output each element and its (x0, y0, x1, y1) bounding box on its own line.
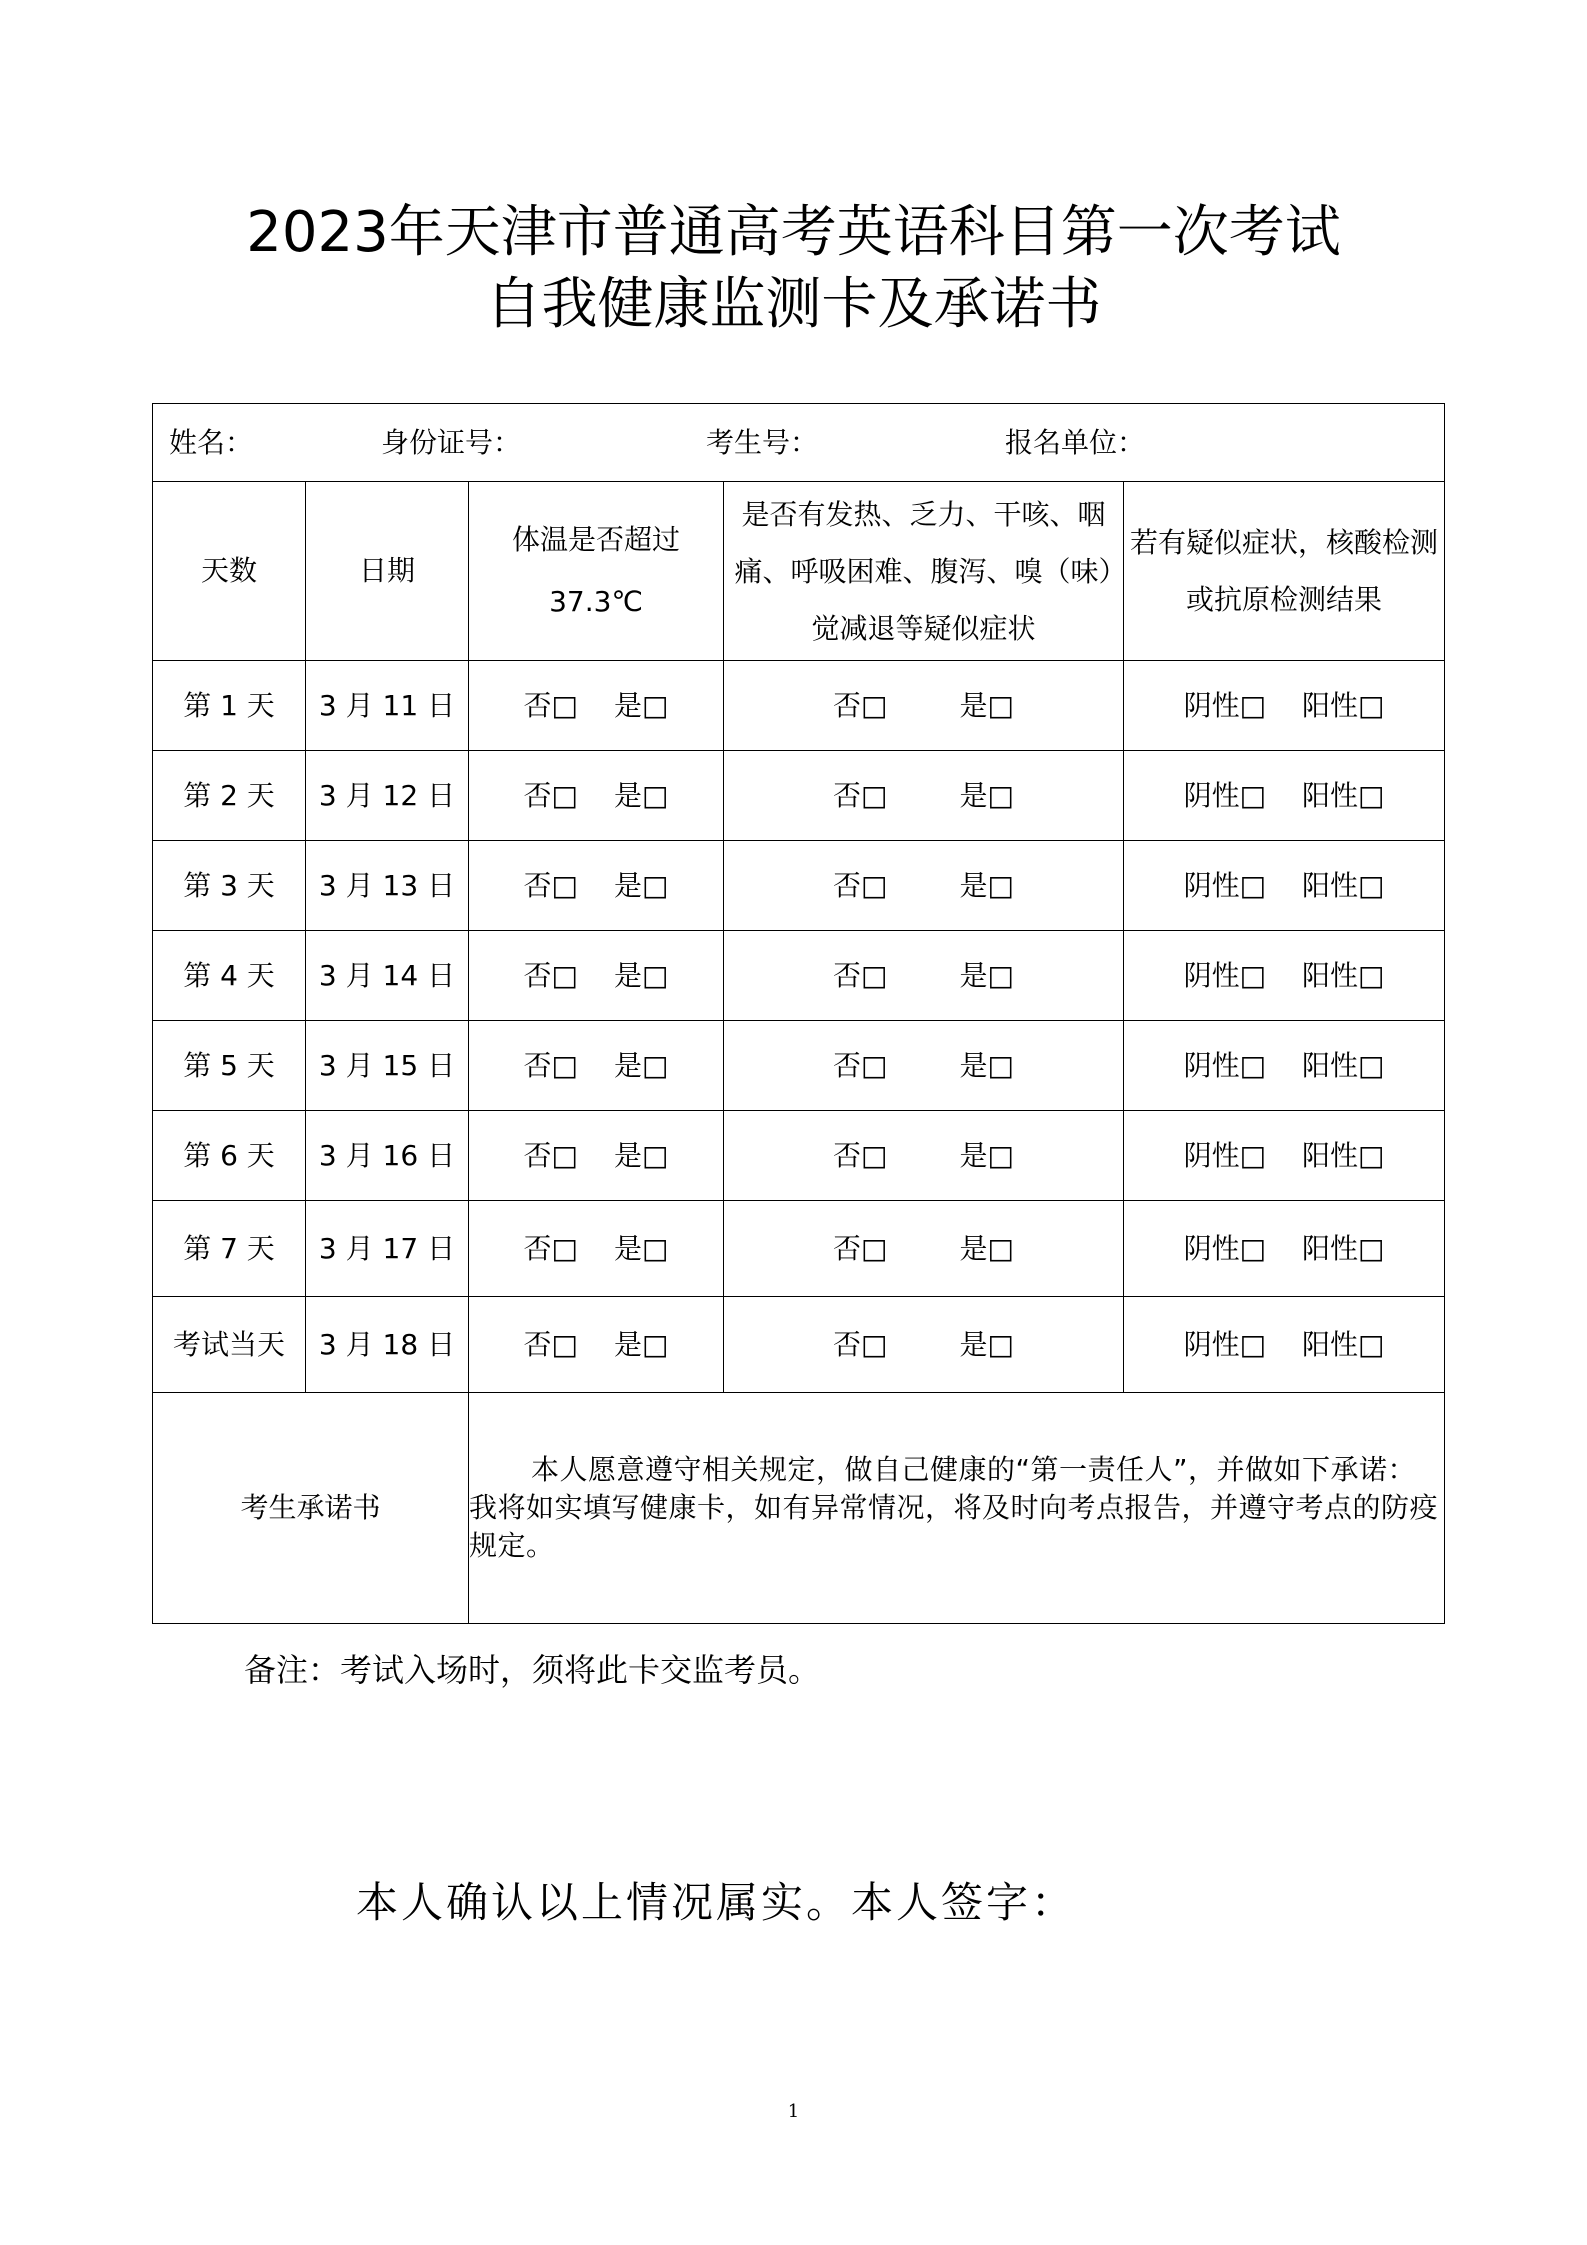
test-positive-checkbox[interactable]: 阳性□ (1302, 868, 1385, 902)
symptoms-no-checkbox[interactable]: 否□ (833, 868, 888, 902)
header-temperature: 体温是否超过37.3℃ (469, 482, 724, 661)
temperature-no-checkbox[interactable]: 否□ (523, 1231, 578, 1265)
symptoms-no-checkbox[interactable]: 否□ (833, 778, 888, 812)
exam-number-field-label: 考生号： (706, 425, 819, 459)
symptoms-no-checkbox[interactable]: 否□ (833, 1327, 888, 1361)
test-result-cell (1124, 661, 1445, 751)
test-positive-checkbox[interactable]: 阳性□ (1302, 1138, 1385, 1172)
symptoms-no-checkbox[interactable]: 否□ (833, 688, 888, 722)
temperature-cell (469, 661, 724, 751)
temperature-no-checkbox[interactable]: 否□ (523, 1327, 578, 1361)
day-cell: 第 7 天 (153, 1201, 306, 1297)
page-number: 1 (787, 2101, 800, 2122)
symptoms-yes-checkbox[interactable]: 是□ (959, 1138, 1014, 1172)
test-negative-checkbox[interactable]: 阴性□ (1183, 1327, 1267, 1361)
symptoms-cell (724, 841, 1124, 931)
pledge-row (153, 1393, 1445, 1624)
symptoms-cell (724, 1111, 1124, 1201)
symptoms-yes-checkbox[interactable]: 是□ (959, 1231, 1014, 1265)
test-negative-checkbox[interactable]: 阴性□ (1183, 1048, 1267, 1082)
test-result-cell (1124, 931, 1445, 1021)
symptoms-no-checkbox[interactable]: 否□ (833, 1138, 888, 1172)
id-number-field-label: 身份证号： (381, 425, 522, 459)
symptoms-yes-checkbox[interactable]: 是□ (959, 688, 1014, 722)
symptoms-yes-checkbox[interactable]: 是□ (959, 1048, 1014, 1082)
day-cell: 考试当天 (153, 1297, 306, 1393)
symptoms-yes-checkbox[interactable]: 是□ (959, 958, 1014, 992)
temperature-cell (469, 1021, 724, 1111)
pledge-text: 本人愿意遵守相关规定，做自己健康的“第一责任人”，并做如下承诺：我将如实填写健康卡，如有异常情况，将及时向考点报告，并遵守考点的防疫规定。 (469, 1393, 1445, 1624)
header-test-result: 若有疑似症状，核酸检测或抗原检测结果 (1124, 482, 1445, 661)
test-positive-checkbox[interactable]: 阳性□ (1302, 1327, 1385, 1361)
temperature-no-checkbox[interactable]: 否□ (523, 958, 578, 992)
test-positive-checkbox[interactable]: 阳性□ (1302, 778, 1385, 812)
test-positive-checkbox[interactable]: 阳性□ (1302, 1231, 1385, 1265)
test-result-cell (1124, 1201, 1445, 1297)
header-day: 天数 (153, 482, 306, 661)
test-negative-checkbox[interactable]: 阴性□ (1183, 1138, 1267, 1172)
header-symptoms: 是否有发热、乏力、干咳、咽痛、呼吸困难、腹泻、嗅（味）觉减退等疑似症状 (724, 482, 1124, 661)
test-result-cell (1124, 1297, 1445, 1393)
temperature-yes-checkbox[interactable]: 是□ (614, 778, 669, 812)
day-cell: 第 5 天 (153, 1021, 306, 1111)
name-field-label: 姓名： (169, 425, 254, 459)
day-cell: 第 1 天 (153, 661, 306, 751)
temperature-no-checkbox[interactable]: 否□ (523, 1138, 578, 1172)
table-row (153, 841, 1445, 931)
test-positive-checkbox[interactable]: 阳性□ (1302, 1048, 1385, 1082)
temperature-no-checkbox[interactable]: 否□ (523, 778, 578, 812)
test-negative-checkbox[interactable]: 阴性□ (1183, 778, 1267, 812)
table-row (153, 1021, 1445, 1111)
test-result-cell (1124, 1021, 1445, 1111)
temperature-no-checkbox[interactable]: 否□ (523, 868, 578, 902)
table-row (153, 1111, 1445, 1201)
pledge-label: 考生承诺书 (153, 1393, 469, 1624)
temperature-yes-checkbox[interactable]: 是□ (614, 958, 669, 992)
date-cell: 3 月 12 日 (306, 751, 469, 841)
table-row (153, 1297, 1445, 1393)
symptoms-no-checkbox[interactable]: 否□ (833, 1048, 888, 1082)
symptoms-cell (724, 1021, 1124, 1111)
symptoms-cell (724, 931, 1124, 1021)
test-positive-checkbox[interactable]: 阳性□ (1302, 958, 1385, 992)
temperature-cell (469, 841, 724, 931)
symptoms-cell (724, 1297, 1124, 1393)
signature-confirmation: 本人确认以上情况属实。本人签字： (356, 1878, 1077, 1927)
temperature-cell (469, 931, 724, 1021)
header-date: 日期 (306, 482, 469, 661)
date-cell: 3 月 14 日 (306, 931, 469, 1021)
test-result-cell (1124, 1111, 1445, 1201)
date-cell: 3 月 15 日 (306, 1021, 469, 1111)
test-result-cell (1124, 841, 1445, 931)
symptoms-no-checkbox[interactable]: 否□ (833, 1231, 888, 1265)
symptoms-cell (724, 751, 1124, 841)
test-negative-checkbox[interactable]: 阴性□ (1183, 1231, 1267, 1265)
test-positive-checkbox[interactable]: 阳性□ (1302, 688, 1385, 722)
date-cell: 3 月 17 日 (306, 1201, 469, 1297)
temperature-no-checkbox[interactable]: 否□ (523, 688, 578, 722)
temperature-no-checkbox[interactable]: 否□ (523, 1048, 578, 1082)
date-cell: 3 月 18 日 (306, 1297, 469, 1393)
registration-unit-field-label: 报名单位： (1005, 425, 1146, 459)
temperature-cell (469, 751, 724, 841)
temperature-cell (469, 1111, 724, 1201)
temperature-cell (469, 1297, 724, 1393)
temperature-yes-checkbox[interactable]: 是□ (614, 868, 669, 902)
table-row (153, 931, 1445, 1021)
temperature-yes-checkbox[interactable]: 是□ (614, 688, 669, 722)
date-cell: 3 月 13 日 (306, 841, 469, 931)
day-cell: 第 3 天 (153, 841, 306, 931)
day-cell: 第 4 天 (153, 931, 306, 1021)
temperature-yes-checkbox[interactable]: 是□ (614, 1138, 669, 1172)
day-cell: 第 6 天 (153, 1111, 306, 1201)
temperature-yes-checkbox[interactable]: 是□ (614, 1231, 669, 1265)
test-result-cell (1124, 751, 1445, 841)
test-negative-checkbox[interactable]: 阴性□ (1183, 688, 1267, 722)
symptoms-yes-checkbox[interactable]: 是□ (959, 1327, 1014, 1361)
document-title-line-2: 自我健康监测卡及承诺书 (485, 272, 1102, 337)
temperature-yes-checkbox[interactable]: 是□ (614, 1327, 669, 1361)
personal-info-cell (153, 404, 1445, 482)
symptoms-no-checkbox[interactable]: 否□ (833, 958, 888, 992)
temperature-yes-checkbox[interactable]: 是□ (614, 1048, 669, 1082)
test-negative-checkbox[interactable]: 阴性□ (1183, 958, 1267, 992)
day-cell: 第 2 天 (153, 751, 306, 841)
symptoms-yes-checkbox[interactable]: 是□ (959, 778, 1014, 812)
table-row (153, 661, 1445, 751)
symptoms-cell (724, 1201, 1124, 1297)
health-monitoring-table (152, 403, 1445, 1624)
document-title-line-1: 2023年天津市普通高考英语科目第一次考试 (246, 200, 1341, 265)
table-row (153, 1201, 1445, 1297)
personal-info-row (153, 404, 1445, 482)
symptoms-cell (724, 661, 1124, 751)
date-cell: 3 月 11 日 (306, 661, 469, 751)
temperature-cell (469, 1201, 724, 1297)
test-negative-checkbox[interactable]: 阴性□ (1183, 868, 1267, 902)
table-header-row (153, 482, 1445, 661)
remark-note: 备注：考试入场时，须将此卡交监考员。 (244, 1651, 821, 1689)
date-cell: 3 月 16 日 (306, 1111, 469, 1201)
table-row (153, 751, 1445, 841)
symptoms-yes-checkbox[interactable]: 是□ (959, 868, 1014, 902)
